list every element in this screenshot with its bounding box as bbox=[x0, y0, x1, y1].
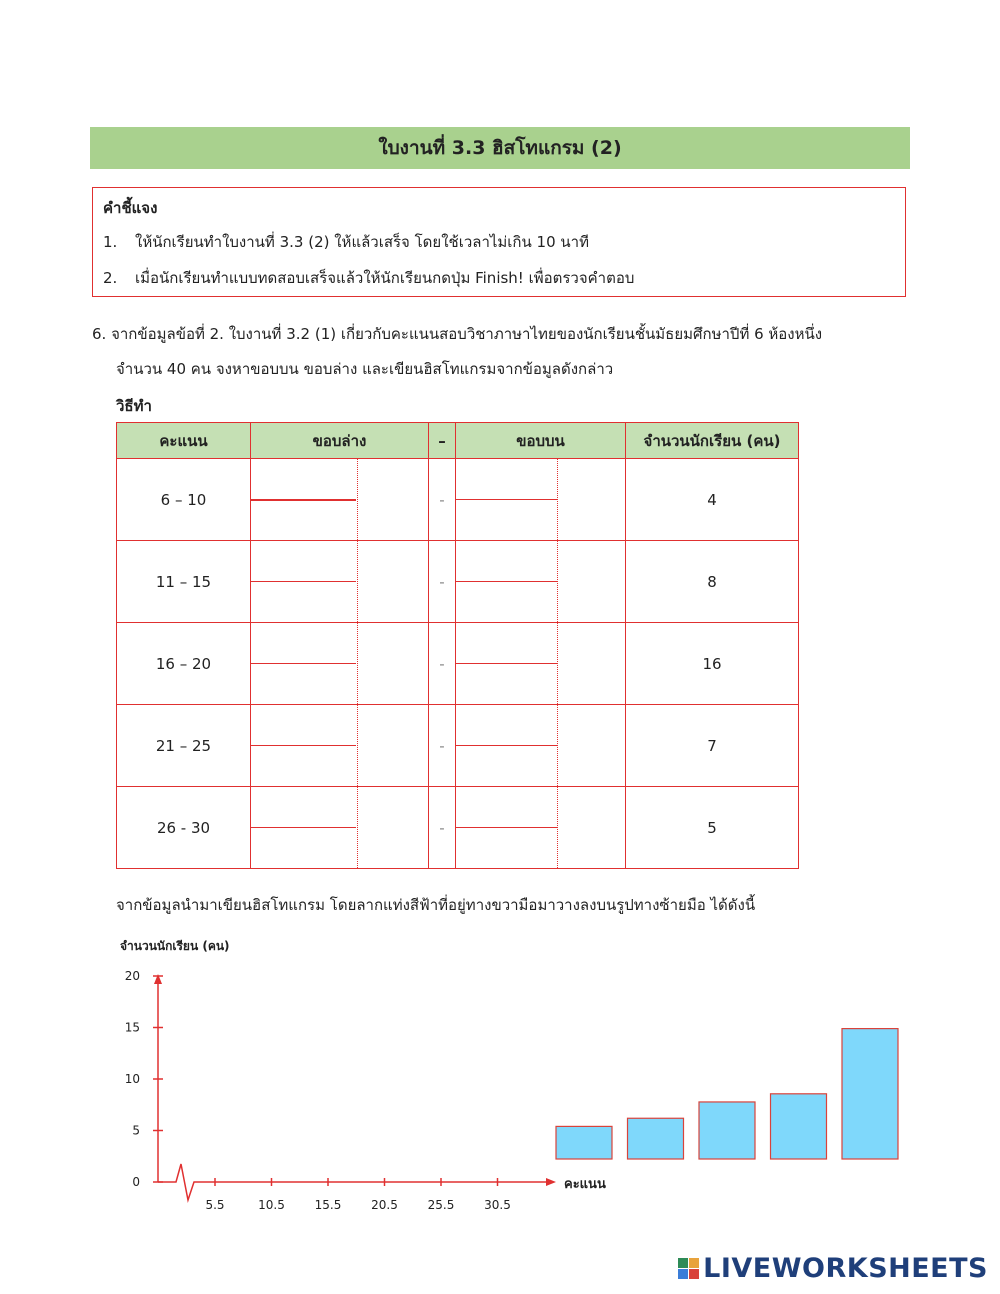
method-label: วิธีทำ bbox=[116, 397, 152, 415]
instruction-item bbox=[103, 266, 634, 290]
header-upper: ขอบบน bbox=[456, 423, 626, 459]
lower-boundary-input[interactable] bbox=[251, 745, 356, 746]
lower-boundary-cell bbox=[251, 705, 429, 787]
instruction-number: 2. bbox=[103, 269, 118, 287]
table-row bbox=[117, 705, 799, 787]
instructions-heading: คำชี้แจง bbox=[103, 199, 158, 217]
upper-boundary-input[interactable] bbox=[456, 663, 557, 664]
draggable-bar[interactable] bbox=[842, 1029, 898, 1159]
count-cell: 7 bbox=[626, 705, 799, 787]
lower-boundary-input[interactable] bbox=[251, 663, 356, 664]
upper-boundary-input[interactable] bbox=[456, 499, 557, 500]
upper-boundary-cell bbox=[456, 623, 626, 705]
lower-boundary-cell bbox=[251, 787, 429, 869]
score-cell: 11 – 15 bbox=[117, 541, 251, 623]
x-axis-label: คะแนน bbox=[564, 1177, 606, 1192]
separator-cell: - bbox=[429, 787, 456, 869]
x-tick-label: 30.5 bbox=[484, 1198, 511, 1212]
score-cell: 6 – 10 bbox=[117, 459, 251, 541]
score-cell: 16 – 20 bbox=[117, 623, 251, 705]
y-tick-label: 5 bbox=[132, 1123, 140, 1138]
header-score: คะแนน bbox=[117, 423, 251, 459]
x-axis-line bbox=[158, 1164, 550, 1200]
y-tick-label: 10 bbox=[124, 1072, 140, 1086]
question-line-1: 6. จากข้อมูลข้อที่ 2. ใบงานที่ 3.2 (1) เกี่ยวกับคะแนนสอบวิชาภาษาไทยของนักเรียนชั้นมัธยมศึกษาปีที่ 6 ห้องหนึ่ง bbox=[92, 325, 823, 343]
draggable-bars bbox=[556, 1029, 898, 1159]
instruction-text: ให้นักเรียนทำใบงานที่ 3.3 (2) ให้แล้วเสร็จ โดยใช้เวลาไม่เกิน 10 นาที bbox=[135, 233, 589, 251]
x-tick-label: 20.5 bbox=[371, 1198, 398, 1212]
boundary-table bbox=[116, 422, 799, 869]
upper-boundary-cell bbox=[456, 787, 626, 869]
header-dash: – bbox=[429, 423, 456, 459]
instructions-box bbox=[92, 187, 906, 297]
upper-boundary-input[interactable] bbox=[456, 581, 557, 582]
separator-cell: - bbox=[429, 459, 456, 541]
y-tick-label: 0 bbox=[132, 1175, 140, 1189]
lower-boundary-cell bbox=[251, 623, 429, 705]
chart-instruction: จากข้อมูลนำมาเขียนฮิสโทแกรม โดยลากแท่งสีฟ้าที่อยู่ทางขวามือมาวางลงบนรูปทางซ้ายมือ ได้ดังนี้ bbox=[116, 896, 756, 914]
upper-boundary-cell bbox=[456, 541, 626, 623]
x-tick-label: 25.5 bbox=[427, 1198, 455, 1212]
upper-boundary-input[interactable] bbox=[456, 745, 557, 746]
lower-boundary-input[interactable] bbox=[251, 499, 356, 501]
score-cell: 21 – 25 bbox=[117, 705, 251, 787]
draggable-bar[interactable] bbox=[771, 1094, 827, 1159]
lower-boundary-cell bbox=[251, 541, 429, 623]
draggable-bar[interactable] bbox=[628, 1118, 684, 1159]
table-row bbox=[117, 623, 799, 705]
draggable-bar[interactable] bbox=[556, 1126, 612, 1159]
histogram-chart bbox=[0, 932, 1000, 1242]
worksheet-title: ใบงานที่ 3.3 ฮิสโทแกรม (2) bbox=[90, 127, 910, 169]
instruction-number: 1. bbox=[103, 233, 118, 251]
x-tick-label: 10.5 bbox=[258, 1198, 285, 1212]
y-tick-label: 20 bbox=[124, 969, 140, 983]
lower-boundary-cell bbox=[251, 459, 429, 541]
instruction-item bbox=[103, 230, 589, 254]
lower-boundary-input[interactable] bbox=[251, 581, 356, 582]
logo-text: LIVEWORKSHEETS bbox=[703, 1253, 988, 1284]
count-cell: 4 bbox=[626, 459, 799, 541]
question-line-2: จำนวน 40 คน จงหาขอบบน ขอบล่าง และเขียนฮิสโทแกรมจากข้อมูลดังกล่าว bbox=[116, 360, 614, 378]
count-cell: 16 bbox=[626, 623, 799, 705]
x-axis-arrow-icon bbox=[546, 1178, 556, 1186]
instruction-text: เมื่อนักเรียนทำแบบทดสอบเสร็จแล้วให้นักเรียนกดปุ่ม Finish! เพื่อตรวจคำตอบ bbox=[135, 269, 635, 287]
x-ticks bbox=[205, 1178, 510, 1212]
upper-boundary-cell bbox=[456, 705, 626, 787]
count-cell: 5 bbox=[626, 787, 799, 869]
separator-cell: - bbox=[429, 623, 456, 705]
score-cell: 26 - 30 bbox=[117, 787, 251, 869]
table-row bbox=[117, 787, 799, 869]
upper-boundary-cell bbox=[456, 459, 626, 541]
x-tick-label: 5.5 bbox=[205, 1198, 225, 1212]
x-tick-label: 15.5 bbox=[314, 1198, 342, 1212]
lower-boundary-input[interactable] bbox=[251, 827, 356, 828]
table-header-row bbox=[117, 423, 799, 459]
y-axis-label: จำนวนนักเรียน (คน) bbox=[120, 939, 230, 953]
y-tick-label: 15 bbox=[124, 1020, 140, 1035]
separator-cell: - bbox=[429, 705, 456, 787]
logo-mark-icon bbox=[678, 1258, 699, 1279]
separator-cell: - bbox=[429, 541, 456, 623]
liveworksheets-logo bbox=[678, 1253, 988, 1284]
header-lower: ขอบล่าง bbox=[251, 423, 429, 459]
count-cell: 8 bbox=[626, 541, 799, 623]
upper-boundary-input[interactable] bbox=[456, 827, 557, 828]
table-row bbox=[117, 541, 799, 623]
header-count: จำนวนนักเรียน (คน) bbox=[626, 423, 799, 459]
table-row bbox=[117, 459, 799, 541]
draggable-bar[interactable] bbox=[699, 1102, 755, 1159]
